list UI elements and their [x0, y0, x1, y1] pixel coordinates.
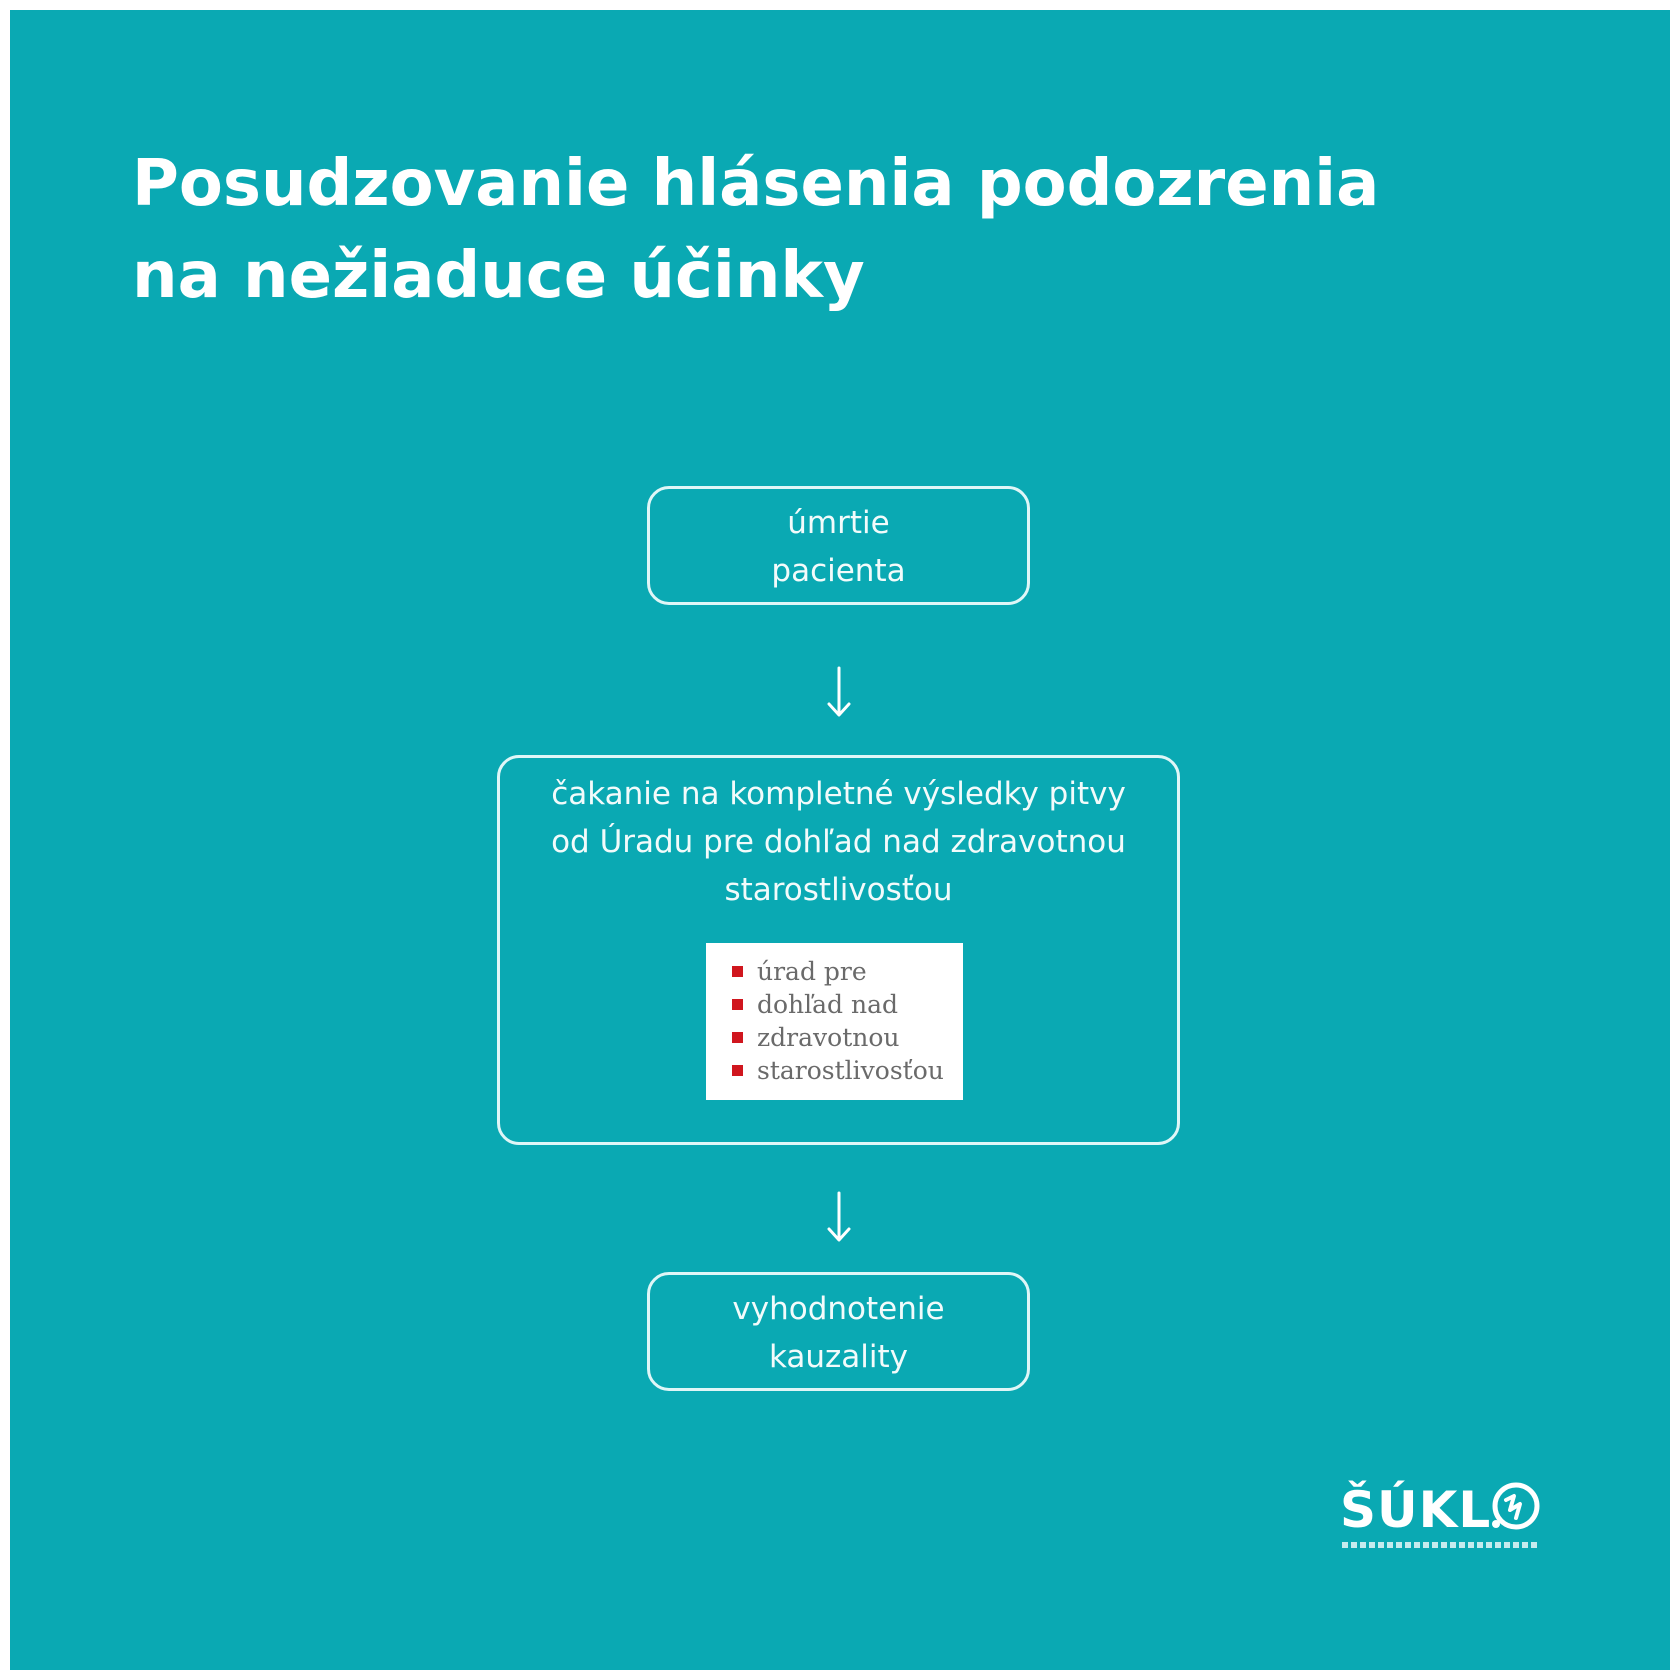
step3-line-1: vyhodnotenie	[732, 1291, 945, 1327]
udzs-logo-text: úrad pre	[757, 957, 867, 986]
bullet-icon	[732, 999, 743, 1010]
step2-line-2: od Úradu pre dohľad nad zdravotnou	[551, 824, 1126, 860]
sukl-logo-text: ŠÚKL	[1340, 1481, 1492, 1539]
udzs-logo-line	[732, 988, 963, 1021]
arrow-down-icon	[819, 662, 859, 722]
page-title	[132, 138, 1432, 322]
udzs-logo-text: starostlivosťou	[757, 1056, 944, 1085]
udzs-logo-line	[732, 1054, 963, 1087]
infographic-canvas	[10, 10, 1670, 1670]
sukl-logo-subtitle	[1342, 1542, 1540, 1548]
udzs-logo-line	[732, 1021, 963, 1054]
step3-line-2: kauzality	[768, 1339, 909, 1375]
udzs-logo-line	[732, 955, 963, 988]
step2-line-3: starostlivosťou	[724, 872, 953, 908]
title-line-2: na nežiaduce účinky	[132, 239, 865, 313]
arrow-down-icon	[819, 1187, 859, 1247]
udzs-logo-text: dohľad nad	[757, 990, 899, 1019]
flow-step-causality-evaluation	[647, 1272, 1030, 1391]
bullet-icon	[732, 1032, 743, 1043]
step1-line-1: úmrtie	[787, 505, 890, 541]
bullet-icon	[732, 966, 743, 977]
step2-line-1: čakanie na kompletné výsledky pitvy	[551, 776, 1126, 812]
bullet-icon	[732, 1065, 743, 1076]
udzs-logo-text: zdravotnou	[757, 1023, 900, 1052]
sukl-emblem-icon	[1486, 1480, 1542, 1536]
udzs-logo	[706, 943, 963, 1100]
title-line-1: Posudzovanie hlásenia podozrenia	[132, 147, 1380, 221]
step1-line-2: pacienta	[771, 553, 906, 589]
flow-step-autopsy-results	[497, 755, 1180, 1145]
flow-step-patient-death	[647, 486, 1030, 605]
sukl-logo	[1340, 1480, 1540, 1570]
